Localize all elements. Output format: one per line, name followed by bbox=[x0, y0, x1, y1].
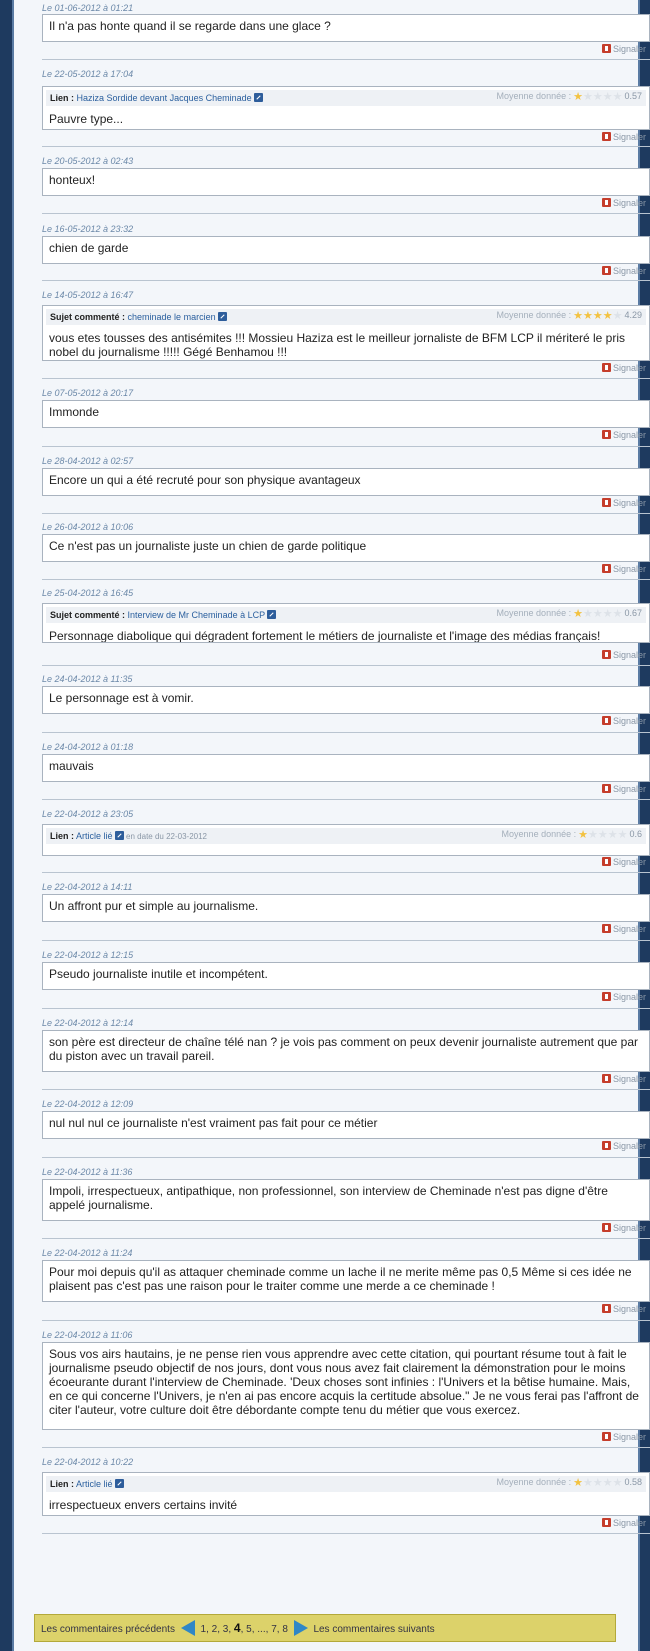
comment-text: Personnage diabolique qui dégradent fortement le métiers de journaliste et l'image des médias français! bbox=[49, 629, 601, 643]
page-link[interactable]: 5 bbox=[246, 1624, 252, 1635]
comment-text: Encore un qui a été recruté pour son physique avantageux bbox=[49, 473, 361, 487]
divider bbox=[42, 1089, 650, 1090]
divider bbox=[42, 1447, 650, 1448]
rating-stars bbox=[578, 829, 627, 841]
report-label: Signaler bbox=[612, 44, 646, 54]
comment-date: Le 22-05-2012 à 17:04 bbox=[42, 69, 134, 79]
comment-box bbox=[42, 14, 650, 42]
report-label: Signaler bbox=[612, 924, 646, 934]
comment-box bbox=[42, 824, 650, 856]
rating-value: 0.58 bbox=[624, 1477, 642, 1487]
average-rating bbox=[497, 607, 642, 620]
external-link-icon[interactable] bbox=[254, 93, 263, 102]
divider bbox=[42, 665, 650, 666]
report-button[interactable] bbox=[602, 784, 646, 794]
report-label: Signaler bbox=[612, 498, 646, 508]
report-label: Signaler bbox=[612, 363, 646, 373]
report-button[interactable] bbox=[602, 430, 646, 440]
flag-icon bbox=[602, 716, 611, 725]
star-icon: ★ bbox=[602, 310, 613, 322]
comment-box bbox=[42, 962, 650, 990]
context-label: Sujet commenté : bbox=[50, 610, 126, 620]
comment-context-bar bbox=[46, 309, 646, 325]
comment-date: Le 16-05-2012 à 23:32 bbox=[42, 224, 134, 234]
external-link-icon[interactable] bbox=[218, 312, 227, 321]
report-label: Signaler bbox=[612, 266, 646, 276]
rating-stars bbox=[573, 310, 622, 322]
comment-text: Impoli, irrespectueux, antipathique, non professionnel, son interview de Cheminade n'est pas digne d'être appelé journalisme. bbox=[49, 1184, 608, 1212]
flag-icon bbox=[602, 784, 611, 793]
comment-text: Pseudo journaliste inutile et incompétent. bbox=[49, 967, 268, 981]
comment-date: Le 22-04-2012 à 14:11 bbox=[42, 882, 133, 892]
comment-date: Le 24-04-2012 à 01:18 bbox=[42, 742, 134, 752]
comment-text: Il n'a pas honte quand il se regarde dans une glace ? bbox=[49, 19, 331, 33]
page-link[interactable]: ... bbox=[257, 1624, 266, 1635]
star-icon: ★ bbox=[592, 1477, 603, 1489]
average-rating bbox=[497, 1476, 642, 1489]
comment-date: Le 22-04-2012 à 11:36 bbox=[42, 1167, 133, 1177]
rating-stars bbox=[573, 1477, 622, 1489]
context-link[interactable]: Interview de Mr Cheminade à LCP bbox=[127, 610, 266, 620]
comment-box bbox=[42, 86, 650, 130]
comment-box bbox=[42, 534, 650, 562]
comment-box bbox=[42, 603, 650, 643]
comment-date: Le 14-05-2012 à 16:47 bbox=[42, 290, 134, 300]
star-icon: ★ bbox=[578, 829, 588, 841]
comment-box bbox=[42, 1260, 650, 1302]
prev-comments-link[interactable]: Les commentaires précédents bbox=[41, 1624, 175, 1635]
report-label: Signaler bbox=[612, 992, 646, 1002]
flag-icon bbox=[602, 363, 611, 372]
report-button[interactable] bbox=[602, 1304, 646, 1314]
star-icon: ★ bbox=[612, 608, 623, 620]
flag-icon bbox=[602, 564, 611, 573]
flag-icon bbox=[602, 1141, 611, 1150]
flag-icon bbox=[602, 198, 611, 207]
report-label: Signaler bbox=[612, 1074, 646, 1084]
star-icon: ★ bbox=[587, 829, 598, 841]
report-button[interactable] bbox=[602, 1074, 646, 1084]
rating-label: Moyenne donnée : bbox=[496, 310, 572, 320]
flag-icon bbox=[602, 924, 611, 933]
star-icon: ★ bbox=[592, 91, 603, 103]
comment-context-bar bbox=[46, 828, 646, 844]
page-link[interactable]: 7 bbox=[271, 1624, 277, 1635]
report-label: Signaler bbox=[612, 132, 646, 142]
page-link[interactable]: 8 bbox=[282, 1624, 288, 1635]
rating-value: 0.6 bbox=[629, 829, 642, 839]
star-icon: ★ bbox=[602, 608, 613, 620]
external-link-icon[interactable] bbox=[267, 610, 276, 619]
flag-icon bbox=[602, 1518, 611, 1527]
rating-label: Moyenne donnée : bbox=[501, 829, 577, 839]
comment-date: Le 01-06-2012 à 01:21 bbox=[42, 3, 134, 13]
comment-text: mauvais bbox=[49, 759, 94, 773]
page-numbers: 1, 2, 3, 4, 5, ..., 7, 8 bbox=[200, 1621, 288, 1635]
pagination-bar bbox=[34, 1614, 616, 1642]
report-button[interactable] bbox=[602, 1141, 646, 1151]
report-label: Signaler bbox=[612, 650, 646, 660]
divider bbox=[42, 1238, 650, 1239]
comment-text: Pour moi depuis qu'il as attaquer cheminade comme un lache il ne merite même pas 0,5 Même si ces idée ne plaisent pas c'est pas une raison pour le traiter comme une merde a ce cheminade ! bbox=[49, 1265, 632, 1293]
flag-icon bbox=[602, 430, 611, 439]
comment-date: Le 22-04-2012 à 12:15 bbox=[42, 950, 134, 960]
star-icon: ★ bbox=[597, 829, 608, 841]
rating-stars bbox=[573, 608, 622, 620]
flag-icon bbox=[602, 857, 611, 866]
comment-text: vous etes tousses des antisémites !!! Mossieu Haziza est le meilleur jornaliste de BFM LCP il mériteré le pris nobel du journalisme !!!!! Gégé Benhamou !!! bbox=[49, 331, 626, 359]
report-label: Signaler bbox=[612, 1304, 646, 1314]
flag-icon bbox=[602, 992, 611, 1001]
comment-box bbox=[42, 468, 650, 496]
report-button[interactable] bbox=[602, 924, 646, 934]
flag-icon bbox=[602, 266, 611, 275]
flag-icon bbox=[602, 1304, 611, 1313]
rating-value: 4.29 bbox=[624, 310, 642, 320]
divider bbox=[42, 1008, 650, 1009]
report-button[interactable] bbox=[602, 716, 646, 726]
star-icon: ★ bbox=[573, 1477, 583, 1489]
page-link[interactable]: 2 bbox=[211, 1624, 218, 1635]
flag-icon bbox=[602, 498, 611, 507]
divider bbox=[42, 280, 650, 281]
comment-box bbox=[42, 894, 650, 922]
report-button[interactable] bbox=[602, 198, 646, 208]
report-label: Signaler bbox=[612, 784, 646, 794]
star-icon: ★ bbox=[612, 310, 623, 322]
star-icon: ★ bbox=[573, 310, 583, 322]
flag-icon bbox=[602, 1074, 611, 1083]
divider bbox=[42, 732, 650, 733]
report-button[interactable] bbox=[602, 266, 646, 276]
comment-box bbox=[42, 305, 650, 361]
star-icon: ★ bbox=[582, 310, 593, 322]
comment-date: Le 20-05-2012 à 02:43 bbox=[42, 156, 134, 166]
report-label: Signaler bbox=[612, 1432, 646, 1442]
report-label: Signaler bbox=[612, 716, 646, 726]
divider bbox=[42, 872, 650, 873]
star-icon: ★ bbox=[573, 91, 583, 103]
comment-date: Le 22-04-2012 à 11:24 bbox=[42, 1248, 133, 1258]
divider bbox=[42, 146, 650, 147]
arrow-right-icon[interactable] bbox=[294, 1620, 308, 1636]
star-icon: ★ bbox=[573, 608, 583, 620]
divider bbox=[42, 1533, 650, 1534]
flag-icon bbox=[602, 44, 611, 53]
current-page[interactable]: 4 bbox=[233, 1621, 241, 1635]
report-button[interactable] bbox=[602, 564, 646, 574]
comment-text: Ce n'est pas un journaliste juste un chien de garde politique bbox=[49, 539, 367, 553]
next-comments-link[interactable]: Les commentaires suivants bbox=[313, 1624, 435, 1635]
comment-box bbox=[42, 236, 650, 264]
comments-panel bbox=[12, 0, 646, 1651]
flag-icon bbox=[602, 650, 611, 659]
star-icon: ★ bbox=[582, 91, 593, 103]
star-icon: ★ bbox=[582, 608, 593, 620]
comment-text: Sous vos airs hautains, je ne pense rien vous apprendre avec cette citation, qui pourtant résume tout à fait le journalisme pseudo objectif de nos jours, dont vous nous avez fait clairement la démonstration pour le moins écoeurante durant l'interview de Cheminade. 'Deux choses sont infinies : l'Univers et la bêtise humaine. Mais, en ce qui concerne l'Univers, je n'en ai pas encore acquis la certitude absolue." Je ne vous ferai pas l'affront de citer l'auteur, votre culture doit être débordante compte tenu du métier que vous exercez. bbox=[49, 1347, 639, 1417]
context-link[interactable]: Haziza Sordide devant Jacques Cheminade bbox=[76, 93, 252, 103]
comment-date: Le 28-04-2012 à 02:57 bbox=[42, 456, 134, 466]
rating-label: Moyenne donnée : bbox=[496, 608, 572, 618]
average-rating bbox=[497, 90, 642, 103]
external-link-icon[interactable] bbox=[115, 831, 124, 840]
context-label: Lien : bbox=[50, 831, 74, 841]
report-label: Signaler bbox=[612, 1223, 646, 1233]
comment-text: chien de garde bbox=[49, 241, 129, 255]
average-rating bbox=[497, 309, 642, 322]
rating-value: 0.57 bbox=[624, 91, 642, 101]
divider bbox=[42, 1157, 650, 1158]
context-link[interactable]: Article lié bbox=[76, 831, 113, 841]
comment-date: Le 26-04-2012 à 10:06 bbox=[42, 522, 134, 532]
divider bbox=[42, 213, 650, 214]
comment-date: Le 07-05-2012 à 20:17 bbox=[42, 388, 134, 398]
rating-label: Moyenne donnée : bbox=[496, 1477, 572, 1487]
context-date: en date du 22-03-2012 bbox=[126, 832, 208, 841]
star-icon: ★ bbox=[582, 1477, 593, 1489]
report-button[interactable] bbox=[602, 1223, 646, 1233]
star-icon: ★ bbox=[607, 829, 618, 841]
report-button[interactable] bbox=[602, 132, 646, 142]
star-icon: ★ bbox=[592, 310, 603, 322]
comment-date: Le 22-04-2012 à 12:09 bbox=[42, 1099, 134, 1109]
divider bbox=[42, 799, 650, 800]
context-label: Lien : bbox=[50, 1479, 74, 1489]
comment-date: Le 24-04-2012 à 11:35 bbox=[42, 674, 133, 684]
comment-text: irrespectueux envers certains invité bbox=[49, 1498, 238, 1512]
comment-text: nul nul nul ce journaliste n'est vraiment pas fait pour ce métier bbox=[49, 1116, 378, 1130]
page-link[interactable]: 1 bbox=[200, 1624, 207, 1635]
comment-text: Pauvre type... bbox=[49, 112, 124, 126]
star-icon: ★ bbox=[612, 91, 623, 103]
divider bbox=[42, 378, 650, 379]
flag-icon bbox=[602, 1223, 611, 1232]
arrow-left-icon[interactable] bbox=[181, 1620, 195, 1636]
star-icon: ★ bbox=[602, 1477, 613, 1489]
external-link-icon[interactable] bbox=[115, 1479, 124, 1488]
comment-box bbox=[42, 1030, 650, 1072]
comment-box bbox=[42, 1179, 650, 1221]
divider bbox=[42, 940, 650, 941]
report-button[interactable] bbox=[602, 1518, 646, 1528]
report-button[interactable] bbox=[602, 498, 646, 508]
report-button[interactable] bbox=[602, 1432, 646, 1442]
report-label: Signaler bbox=[612, 198, 646, 208]
report-label: Signaler bbox=[612, 564, 646, 574]
comment-date: Le 25-04-2012 à 16:45 bbox=[42, 588, 134, 598]
comment-box bbox=[42, 754, 650, 782]
context-link[interactable]: cheminade le marcien bbox=[127, 312, 216, 322]
comment-text: Un affront pur et simple au journalisme. bbox=[49, 899, 259, 913]
report-label: Signaler bbox=[612, 430, 646, 440]
comment-text: Immonde bbox=[49, 405, 100, 419]
report-button[interactable] bbox=[602, 650, 646, 660]
star-icon: ★ bbox=[592, 608, 603, 620]
report-button[interactable] bbox=[602, 44, 646, 54]
report-label: Signaler bbox=[612, 1518, 646, 1528]
divider bbox=[42, 446, 650, 447]
comment-box bbox=[42, 1111, 650, 1139]
comment-box bbox=[42, 168, 650, 196]
comment-date: Le 22-04-2012 à 10:22 bbox=[42, 1457, 134, 1467]
comment-box bbox=[42, 1472, 650, 1516]
comment-date: Le 22-04-2012 à 12:14 bbox=[42, 1018, 134, 1028]
page-link[interactable]: 3 bbox=[222, 1624, 229, 1635]
comment-box bbox=[42, 400, 650, 428]
average-rating bbox=[502, 828, 642, 841]
comment-text: son père est directeur de chaîne télé nan ? je vois pas comment on peux devenir journaliste autrement que par du piston avec un travail pareil. bbox=[49, 1035, 639, 1063]
rating-value: 0.67 bbox=[624, 608, 642, 618]
comment-context-bar bbox=[46, 1476, 646, 1492]
divider bbox=[42, 1320, 650, 1321]
comment-text: Le personnage est à vomir. bbox=[49, 691, 194, 705]
report-button[interactable] bbox=[602, 363, 646, 373]
context-label: Lien : bbox=[50, 93, 74, 103]
comment-box bbox=[42, 1342, 650, 1430]
comment-date: Le 22-04-2012 à 11:06 bbox=[42, 1330, 133, 1340]
divider bbox=[42, 59, 650, 60]
star-icon: ★ bbox=[602, 91, 613, 103]
star-icon: ★ bbox=[612, 1477, 623, 1489]
comment-box bbox=[42, 686, 650, 714]
flag-icon bbox=[602, 1432, 611, 1441]
flag-icon bbox=[602, 132, 611, 141]
report-button[interactable] bbox=[602, 857, 646, 867]
report-label: Signaler bbox=[612, 1141, 646, 1151]
report-button[interactable] bbox=[602, 992, 646, 1002]
rating-stars bbox=[573, 91, 622, 103]
comment-date: Le 22-04-2012 à 23:05 bbox=[42, 809, 134, 819]
report-label: Signaler bbox=[612, 857, 646, 867]
comment-context-bar bbox=[46, 90, 646, 106]
divider bbox=[42, 513, 650, 514]
context-link[interactable]: Article lié bbox=[76, 1479, 113, 1489]
context-label: Sujet commenté : bbox=[50, 312, 126, 322]
star-icon: ★ bbox=[617, 829, 628, 841]
divider bbox=[42, 579, 650, 580]
rating-label: Moyenne donnée : bbox=[496, 91, 572, 101]
comment-context-bar bbox=[46, 607, 646, 623]
comment-text: honteux! bbox=[49, 173, 96, 187]
